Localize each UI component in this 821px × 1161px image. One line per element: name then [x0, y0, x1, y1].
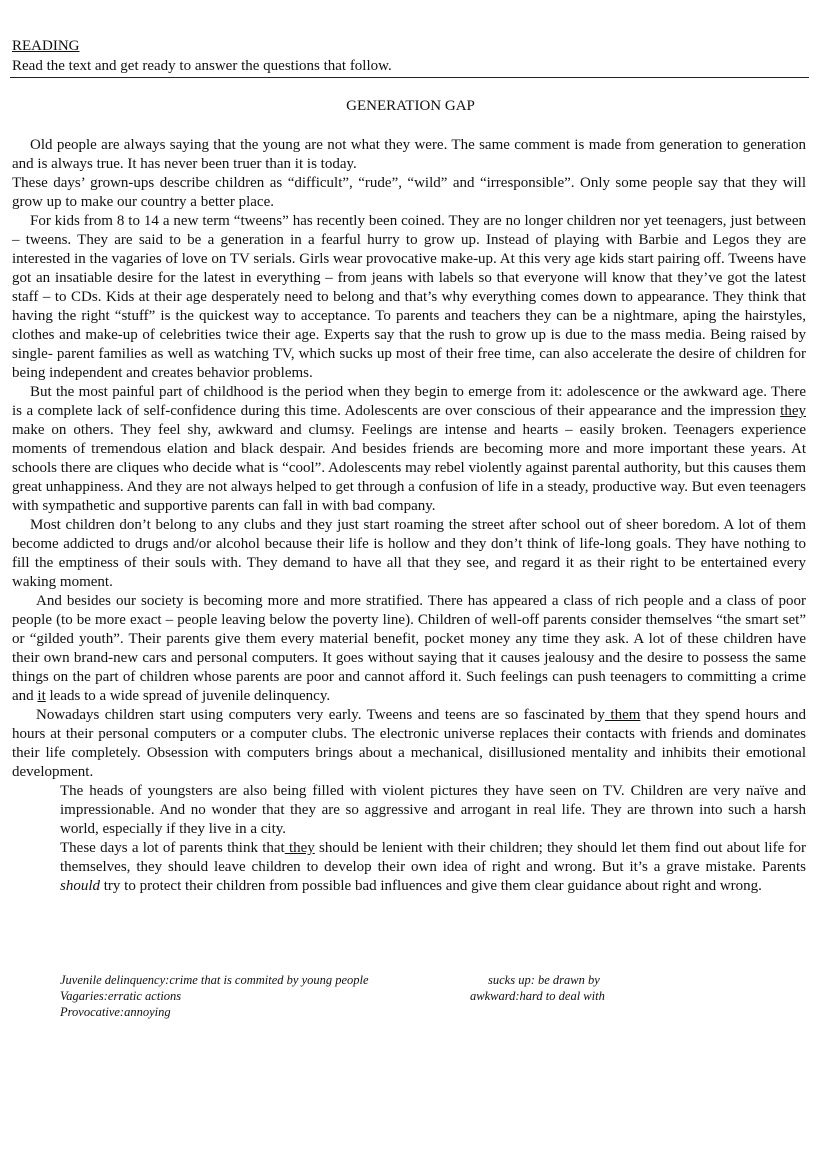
underlined-word-it: it	[37, 688, 46, 704]
underlined-word-they: they	[780, 403, 806, 419]
section-label: READING	[12, 38, 80, 54]
underlined-word-they-2: they	[284, 840, 315, 856]
paragraph-3: For kids from 8 to 14 a new term “tweens” has recently been coined. They are no longer children nor yet teenagers, just between – tweens. They are said to be a generation in a fearful hurry to grow up. Instead of playing with Barbie and Legos they are interested in the vagaries of love on TV serials. Girls wear provocative make-up. At this very age kids start pairing off. Tweens have got an insatiable desire for the latest in everything – from jeans with labels so that everyone will know that they’ve got the latest staff – to CDs. Kids at their age desperately need to belong and that’s why everything comes down to appearance. They think that having the right “stuff” is the quickest way to acceptance. To parents and teachers they can be a nightmare, aping the hairstyles, clothes and make-up of celebrities twice their age. Experts say that the rush to grow up is due to the mass media. Being raised by single- parent families as well as watching TV, which sucks up most of their free time, can also accelerate the desire of children for being independent and creates behavior problems.	[12, 213, 806, 381]
paragraph-7	[12, 706, 806, 782]
header-divider	[10, 77, 809, 78]
paragraph-2: These days’ grown-ups describe children as “difficult”, “rude”, “wild” and “irresponsible”. Only some people say that they will grow up to make our country a better place.	[12, 175, 806, 210]
instruction-text: Read the text and get ready to answer the questions that follow.	[12, 58, 392, 74]
reading-text	[12, 136, 806, 896]
paragraph-6-part-b: leads to a wide spread of juvenile delinquency.	[45, 688, 331, 704]
glossary-entry: Provocative:annoying	[60, 1005, 171, 1019]
paragraph-4-part-b: make on others. They feel shy, awkward and clumsy. Feelings are intense and hearts – easily broken. Teenagers experience moments of tremendous elation and black despair. And besides friends are becoming more and more important these years. At schools there are cliques who decide what is “cool”. Adolescents may rebel violently against parental authority, but this causes them great unhappiness. And they are not always helped to get through a confusion of life in a steady, productive way. But even teenagers with sympathetic and supportive parents can fall in with bad company.	[12, 422, 806, 514]
paragraph-5: Most children don’t belong to any clubs and they just start roaming the street after school out of sheer boredom. A lot of them become addicted to drugs and/or alcohol because their life is hollow and they don’t think of life-long goals. They have nothing to fill the emptiness of their souls with. They demand to have all that they see, and regard it as their right to be entertained every waking moment.	[12, 517, 806, 590]
paragraph-6-part-a: And besides our society is becoming more and more stratified. There has appeared a class of rich people and a class of poor people (to be more exact – people leaving below the poverty line). Children of well-off parents consider themselves “the smart set” or “gilded youth”. Their parents give them every material benefit, pocket money any time they ask. A lot of these children have their own brand-new cars and personal computers. It goes without saying that it causes jealousy and the desire to possess the same things on the part of children whose parents are poor and cannot afford it. Such feelings can push teenagers to committing a crime and	[12, 593, 806, 704]
paragraph-6	[12, 592, 806, 706]
paragraph-9	[12, 839, 806, 896]
page-title: GENERATION GAP	[346, 98, 475, 114]
paragraph-8	[12, 782, 806, 839]
paragraph-4-part-a: But the most painful part of childhood is the period when they begin to emerge from it: adolescence or the awkward age. There is a complete lack of self-confidence during this time. Adolescents are over conscious of their appearance and the impression	[12, 384, 806, 419]
paragraph-9-part-a: These days a lot of parents think that	[60, 840, 285, 856]
glossary-entry: Juvenile delinquency:crime that is commited by young people	[60, 973, 369, 987]
glossary-entry: sucks up: be drawn by	[488, 973, 600, 987]
paragraph-1: Old people are always saying that the young are not what they were. The same comment is made from generation to generation and is always true. It has never been truer than it is today.	[12, 137, 806, 172]
paragraph-9-part-b: should be lenient with their children; they should let them find out about life for themselves, they should leave children to develop their own idea of right and wrong. But it’s a grave mistake. Parents	[60, 840, 806, 875]
paragraph-4	[12, 383, 806, 516]
paragraph-7-part-b: that they spend hours and hours at their personal computers or a computer clubs. The electronic universe replaces their contacts with friends and dominates their life completely. Obsession with computers brings about a mechanical, disillusioned mentality and inhibits their emotional development.	[12, 707, 807, 780]
glossary-entry: awkward:hard to deal with	[470, 989, 605, 1003]
paragraph-7-part-a: Nowadays children start using computers very early. Tweens and teens are so fascinated by	[36, 707, 605, 723]
paragraph-9-part-c: try to protect their children from possible bad influences and give them clear guidance about right and wrong.	[100, 878, 762, 894]
italic-word-should: should	[60, 878, 101, 894]
underlined-word-them: them	[604, 707, 641, 723]
paragraph-8-text: The heads of youngsters are also being filled with violent pictures they have seen on TV. Children are very naïve and impressionable. And no wonder that they are so aggressive and arrogant in real life. They are thrown into such a harsh world, especially if they live in a city.	[60, 783, 806, 837]
glossary-entry: Vagaries:erratic actions	[60, 989, 182, 1003]
glossary-right	[470, 972, 605, 1004]
glossary-left	[60, 972, 369, 1020]
